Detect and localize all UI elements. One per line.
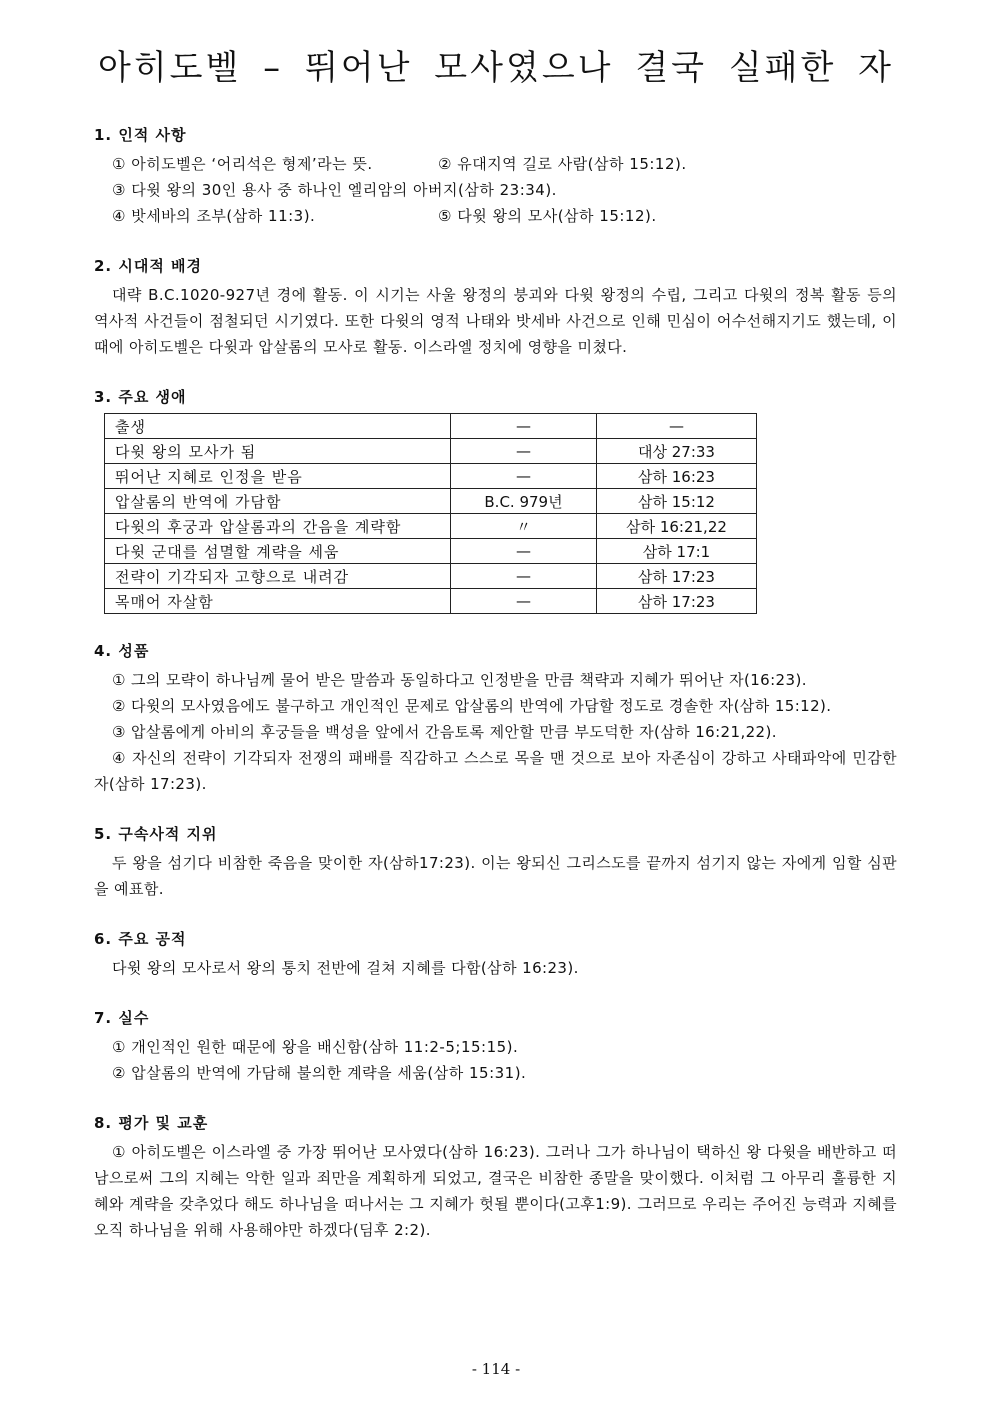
reference-cell: —: [597, 414, 757, 439]
event-cell: 압살롬의 반역에 가담함: [105, 489, 451, 514]
reference-cell: 삼하 17:23: [597, 589, 757, 614]
table-row: [105, 589, 757, 614]
date-cell: 〃: [451, 514, 597, 539]
list-item: [94, 203, 897, 229]
section-evaluation-lessons: [94, 1112, 897, 1243]
paragraph: 다윗 왕의 모사로서 왕의 통치 전반에 걸쳐 지혜를 다함(삼하 16:23).: [112, 959, 579, 977]
section-heading: 6. 주요 공적: [94, 930, 187, 948]
page-number: - 114 -: [471, 1360, 521, 1378]
document-body: [94, 124, 897, 1269]
table-row: [105, 539, 757, 564]
table-row: [105, 564, 757, 589]
section-personal-info: [94, 124, 897, 229]
section-mistakes: [94, 1007, 897, 1086]
section-main-life: [94, 386, 897, 614]
date-cell: —: [451, 539, 597, 564]
list-item-text: ② 유대지역 길로 사람(삼하 15:12).: [438, 155, 687, 173]
list-item: ③ 다윗 왕의 30인 용사 중 하나인 엘리암의 아버지(삼하 23:34).: [112, 181, 557, 199]
section-heading: 3. 주요 생애: [94, 388, 187, 406]
life-events-table: [104, 413, 757, 614]
date-cell: —: [451, 464, 597, 489]
page-title: 아히도벨 – 뛰어난 모사였으나 결국 실패한 자: [97, 48, 895, 88]
list-item: [94, 151, 897, 177]
list-item: ① 개인적인 원한 때문에 왕을 배신함(삼하 11:2-5;15:15).: [112, 1038, 519, 1056]
section-heading: 1. 인적 사항: [94, 126, 187, 144]
event-cell: 다윗 군대를 섬멸할 계략을 세움: [105, 539, 451, 564]
date-cell: —: [451, 439, 597, 464]
event-cell: 전략이 기각되자 고향으로 내려감: [105, 564, 451, 589]
reference-cell: 삼하 16:21,22: [597, 514, 757, 539]
section-heading: 4. 성품: [94, 642, 150, 660]
table-row: [105, 439, 757, 464]
section-redemptive-status: [94, 823, 897, 902]
event-cell: 목매어 자살함: [105, 589, 451, 614]
list-item-text: ④ 밧세바의 조부(삼하 11:3).: [112, 207, 316, 225]
table-row: [105, 414, 757, 439]
table-row: [105, 489, 757, 514]
section-heading: 2. 시대적 배경: [94, 257, 203, 275]
paragraph: 대략 B.C.1020-927년 경에 활동. 이 시기는 사울 왕정의 붕괴와 다윗 왕정의 수립, 그리고 다윗의 정복 활동 등의 역사적 사건들이 점철되던 시기였다. 또한 다윗의 영적 나태와 밧세바 사건으로 인해 민심이 어수선해지기도 했는데, 이 때에 아히도벨은 다윗과 압살롬의 모사로 활동. 이스라엘 정치에 영향을 미쳤다.: [94, 286, 897, 356]
paragraph: ③ 압살롬에게 아비의 후궁들을 백성을 앞에서 간음토록 제안할 만큼 부도덕한 자(삼하 16:21,22).: [112, 723, 777, 741]
table-row: [105, 514, 757, 539]
reference-cell: 삼하 17:1: [597, 539, 757, 564]
date-cell: B.C. 979년: [451, 489, 597, 514]
section-historical-background: [94, 255, 897, 360]
section-heading: 8. 평가 및 교훈: [94, 1114, 209, 1132]
event-cell: 출생: [105, 414, 451, 439]
paragraph: ① 그의 모략이 하나님께 물어 받은 말씀과 동일하다고 인정받을 만큼 책략과 지혜가 뛰어난 자(16:23).: [112, 671, 807, 689]
section-heading: 7. 실수: [94, 1009, 150, 1027]
list-item: ② 압살롬의 반역에 가담해 불의한 계략을 세움(삼하 15:31).: [112, 1064, 527, 1082]
section-character: [94, 640, 897, 797]
date-cell: —: [451, 589, 597, 614]
paragraph: 두 왕을 섬기다 비참한 죽음을 맞이한 자(삼하17:23). 이는 왕되신 그리스도를 끝까지 섬기지 않는 자에게 임할 심판을 예표함.: [94, 854, 897, 898]
event-cell: 뛰어난 지혜로 인정을 받음: [105, 464, 451, 489]
paragraph: ④ 자신의 전략이 기각되자 전쟁의 패배를 직감하고 스스로 목을 맨 것으로 보아 자존심이 강하고 사태파악에 민감한 자(삼하 17:23).: [94, 749, 897, 793]
reference-cell: 대상 27:33: [597, 439, 757, 464]
list-item-text: ⑤ 다윗 왕의 모사(삼하 15:12).: [438, 207, 657, 225]
paragraph: ② 다윗의 모사였음에도 불구하고 개인적인 문제로 압살롬의 반역에 가담할 정도로 경솔한 자(삼하 15:12).: [112, 697, 832, 715]
date-cell: —: [451, 414, 597, 439]
section-heading: 5. 구속사적 지위: [94, 825, 218, 843]
list-item-text: ① 아히도벨은 ‘어리석은 형제’라는 뜻.: [112, 155, 373, 173]
section-achievements: [94, 928, 897, 981]
date-cell: —: [451, 564, 597, 589]
event-cell: 다윗의 후궁과 압살롬과의 간음을 계략함: [105, 514, 451, 539]
reference-cell: 삼하 16:23: [597, 464, 757, 489]
reference-cell: 삼하 15:12: [597, 489, 757, 514]
reference-cell: 삼하 17:23: [597, 564, 757, 589]
paragraph: ① 아히도벨은 이스라엘 중 가장 뛰어난 모사였다(삼하 16:23). 그러나 그가 하나님이 택하신 왕 다윗을 배반하고 떠남으로써 그의 지혜는 악한 일과 죄만을 계획하게 되었고, 결국은 비참한 종말을 맞이했다. 이처럼 그 아무리 훌륭한 지혜와 계략을 갖추었다 해도 하나님을 떠나서는 그 지혜가 헛될 뿐이다(고후1:9). 그러므로 우리는 주어진 능력과 지혜를 오직 하나님을 위해 사용해야만 하겠다(딤후 2:2).: [94, 1143, 897, 1239]
event-cell: 다윗 왕의 모사가 됨: [105, 439, 451, 464]
table-row: [105, 464, 757, 489]
